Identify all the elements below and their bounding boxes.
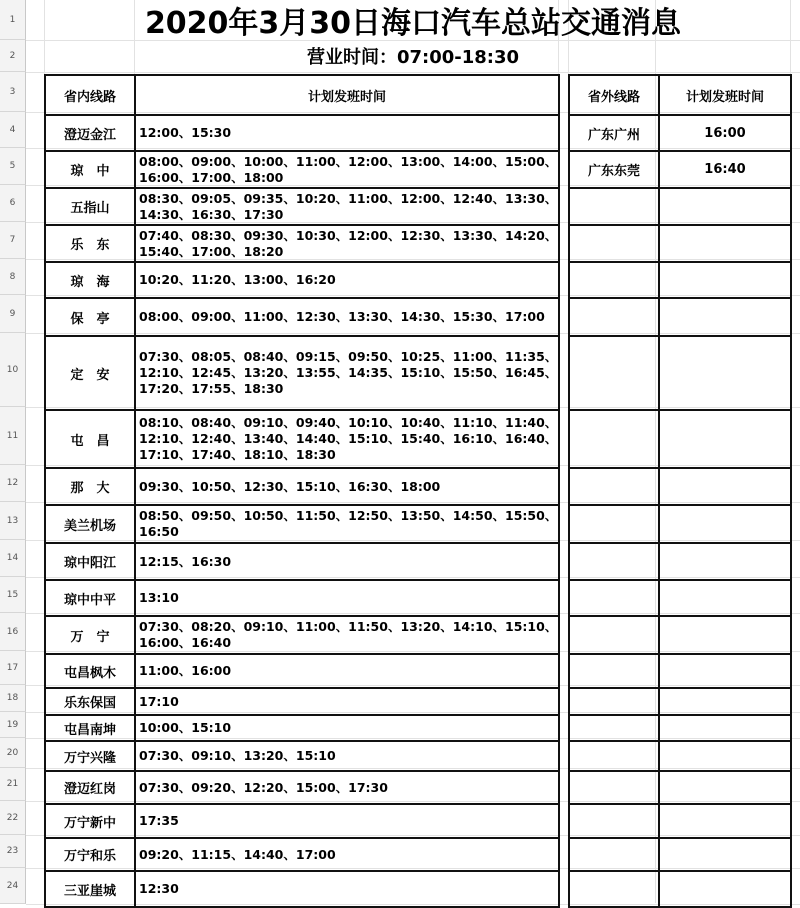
departure-time <box>659 505 791 543</box>
table-row <box>45 741 559 771</box>
table-row <box>569 741 791 771</box>
in-province-times-header: 计划发班时间 <box>135 75 559 115</box>
row-number[interactable]: 22 <box>0 801 26 835</box>
route-name: 万 宁 <box>45 616 135 654</box>
route-name <box>569 336 659 410</box>
table-row <box>45 771 559 804</box>
row-number[interactable]: 8 <box>0 259 26 295</box>
route-name: 保 亭 <box>45 298 135 336</box>
row-number[interactable]: 19 <box>0 712 26 738</box>
out-province-route-header: 省外线路 <box>569 75 659 115</box>
route-name: 五指山 <box>45 188 135 225</box>
departure-times: 12:30 <box>135 871 559 907</box>
departure-times: 08:00、09:00、11:00、12:30、13:30、14:30、15:30、17:00 <box>135 298 559 336</box>
table-row <box>569 804 791 838</box>
departure-time <box>659 543 791 580</box>
departure-time <box>659 580 791 616</box>
table-row <box>45 688 559 715</box>
route-name <box>569 580 659 616</box>
row-number[interactable]: 21 <box>0 768 26 801</box>
row-number[interactable]: 24 <box>0 868 26 904</box>
table-row <box>569 188 791 225</box>
table-row <box>45 336 559 410</box>
departure-times: 07:30、09:10、13:20、15:10 <box>135 741 559 771</box>
route-name: 琼中阳江 <box>45 543 135 580</box>
route-name: 澄迈红岗 <box>45 771 135 804</box>
route-name: 万宁兴隆 <box>45 741 135 771</box>
table-row <box>569 336 791 410</box>
row-number[interactable]: 4 <box>0 112 26 148</box>
route-name <box>569 410 659 468</box>
table-row <box>45 580 559 616</box>
table-row <box>569 838 791 871</box>
table-row <box>569 410 791 468</box>
table-row <box>45 871 559 907</box>
route-name <box>569 505 659 543</box>
in-province-table <box>44 74 560 908</box>
table-row <box>569 262 791 298</box>
row-number[interactable]: 7 <box>0 222 26 259</box>
row-number[interactable]: 17 <box>0 651 26 685</box>
table-row <box>45 838 559 871</box>
row-number[interactable]: 9 <box>0 295 26 333</box>
route-name: 乐东保国 <box>45 688 135 715</box>
row-number[interactable]: 1 <box>0 0 26 40</box>
route-name: 广东东莞 <box>569 151 659 188</box>
row-number[interactable]: 2 <box>0 40 26 72</box>
row-number[interactable]: 5 <box>0 148 26 185</box>
row-number[interactable]: 18 <box>0 685 26 712</box>
departure-time <box>659 771 791 804</box>
route-name: 屯昌枫木 <box>45 654 135 688</box>
departure-times: 09:30、10:50、12:30、15:10、16:30、18:00 <box>135 468 559 505</box>
departure-time <box>659 871 791 907</box>
route-name <box>569 262 659 298</box>
departure-times: 10:20、11:20、13:00、16:20 <box>135 262 559 298</box>
departure-times: 08:10、08:40、09:10、09:40、10:10、10:40、11:10、11:40、12:10、12:40、13:40、14:40、15:10、15:40、16:10、16:40、17:10、17:40、18:10、18:30 <box>135 410 559 468</box>
table-row <box>569 871 791 907</box>
row-number[interactable]: 20 <box>0 738 26 768</box>
departure-time <box>659 688 791 715</box>
departure-time: 16:40 <box>659 151 791 188</box>
departure-time <box>659 468 791 505</box>
departure-times: 13:10 <box>135 580 559 616</box>
departure-times: 10:00、15:10 <box>135 715 559 741</box>
route-name <box>569 771 659 804</box>
row-number[interactable]: 15 <box>0 577 26 613</box>
route-name: 那 大 <box>45 468 135 505</box>
departure-times: 12:15、16:30 <box>135 543 559 580</box>
row-number[interactable]: 14 <box>0 540 26 577</box>
page-title: 2020年3月30日海口汽车总站交通消息 <box>144 6 682 41</box>
departure-times: 07:30、09:20、12:20、15:00、17:30 <box>135 771 559 804</box>
table-row <box>569 151 791 188</box>
departure-time <box>659 298 791 336</box>
table-row <box>569 771 791 804</box>
table-row <box>569 505 791 543</box>
row-number[interactable]: 10 <box>0 333 26 407</box>
departure-time <box>659 616 791 654</box>
business-hours: 营业时间：07:00-18:30 <box>306 47 520 68</box>
route-name <box>569 225 659 262</box>
departure-times: 09:20、11:15、14:40、17:00 <box>135 838 559 871</box>
route-name <box>569 616 659 654</box>
departure-times: 17:35 <box>135 804 559 838</box>
table-row <box>45 115 559 151</box>
route-name <box>569 871 659 907</box>
table-row <box>45 188 559 225</box>
row-number[interactable]: 11 <box>0 407 26 465</box>
table-row <box>45 616 559 654</box>
departure-time <box>659 410 791 468</box>
route-name <box>569 715 659 741</box>
table-row <box>45 468 559 505</box>
route-name: 琼 海 <box>45 262 135 298</box>
table-row <box>569 115 791 151</box>
table-row <box>45 543 559 580</box>
out-province-times-header: 计划发班时间 <box>659 75 791 115</box>
route-name: 琼中中平 <box>45 580 135 616</box>
row-number[interactable]: 12 <box>0 465 26 502</box>
table-row <box>45 410 559 468</box>
departure-times: 08:50、09:50、10:50、11:50、12:50、13:50、14:50、15:50、16:50 <box>135 505 559 543</box>
route-name <box>569 654 659 688</box>
table-row <box>569 688 791 715</box>
route-name: 美兰机场 <box>45 505 135 543</box>
route-name: 万宁新中 <box>45 804 135 838</box>
departure-time <box>659 225 791 262</box>
table-row <box>45 505 559 543</box>
route-name <box>569 804 659 838</box>
table-row <box>569 543 791 580</box>
table-row <box>569 654 791 688</box>
route-name: 乐 东 <box>45 225 135 262</box>
departure-times: 07:30、08:20、09:10、11:00、11:50、13:20、14:10、15:10、16:00、16:40 <box>135 616 559 654</box>
route-name <box>569 188 659 225</box>
table-row <box>569 715 791 741</box>
route-name <box>569 838 659 871</box>
route-name: 三亚崖城 <box>45 871 135 907</box>
table-row <box>569 468 791 505</box>
table-row <box>45 298 559 336</box>
route-name: 琼 中 <box>45 151 135 188</box>
departure-times: 07:40、08:30、09:30、10:30、12:00、12:30、13:30、14:20、15:40、17:00、18:20 <box>135 225 559 262</box>
table-row <box>45 151 559 188</box>
route-name <box>569 298 659 336</box>
departure-time <box>659 804 791 838</box>
table-row <box>45 262 559 298</box>
departure-time <box>659 654 791 688</box>
row-number[interactable]: 3 <box>0 72 26 112</box>
departure-times: 08:30、09:05、09:35、10:20、11:00、12:00、12:40、13:30、14:30、16:30、17:30 <box>135 188 559 225</box>
departure-time <box>659 188 791 225</box>
row-number[interactable]: 16 <box>0 613 26 651</box>
row-number[interactable]: 13 <box>0 502 26 540</box>
departure-time <box>659 741 791 771</box>
table-row <box>569 298 791 336</box>
departure-time <box>659 715 791 741</box>
departure-time <box>659 262 791 298</box>
table-row <box>569 225 791 262</box>
in-province-route-header: 省内线路 <box>45 75 135 115</box>
out-province-table <box>568 74 792 908</box>
departure-times: 07:30、08:05、08:40、09:15、09:50、10:25、11:00、11:35、12:10、12:45、13:20、13:55、14:35、15:10、15:50、16:45、17:20、17:55、18:30 <box>135 336 559 410</box>
table-row <box>45 804 559 838</box>
table-row <box>45 654 559 688</box>
route-name: 屯 昌 <box>45 410 135 468</box>
departure-time <box>659 336 791 410</box>
route-name <box>569 688 659 715</box>
route-name: 澄迈金江 <box>45 115 135 151</box>
table-row <box>45 715 559 741</box>
route-name: 万宁和乐 <box>45 838 135 871</box>
row-number[interactable]: 6 <box>0 185 26 222</box>
departure-time: 16:00 <box>659 115 791 151</box>
table-row <box>569 616 791 654</box>
table-row <box>45 225 559 262</box>
departure-times: 11:00、16:00 <box>135 654 559 688</box>
departure-times: 12:00、15:30 <box>135 115 559 151</box>
route-name: 广东广州 <box>569 115 659 151</box>
route-name <box>569 468 659 505</box>
route-name <box>569 543 659 580</box>
route-name: 屯昌南坤 <box>45 715 135 741</box>
table-row <box>569 580 791 616</box>
route-name <box>569 741 659 771</box>
route-name: 定 安 <box>45 336 135 410</box>
row-number[interactable]: 23 <box>0 835 26 868</box>
departure-time <box>659 838 791 871</box>
departure-times: 17:10 <box>135 688 559 715</box>
departure-times: 08:00、09:00、10:00、11:00、12:00、13:00、14:00、15:00、16:00、17:00、18:00 <box>135 151 559 188</box>
